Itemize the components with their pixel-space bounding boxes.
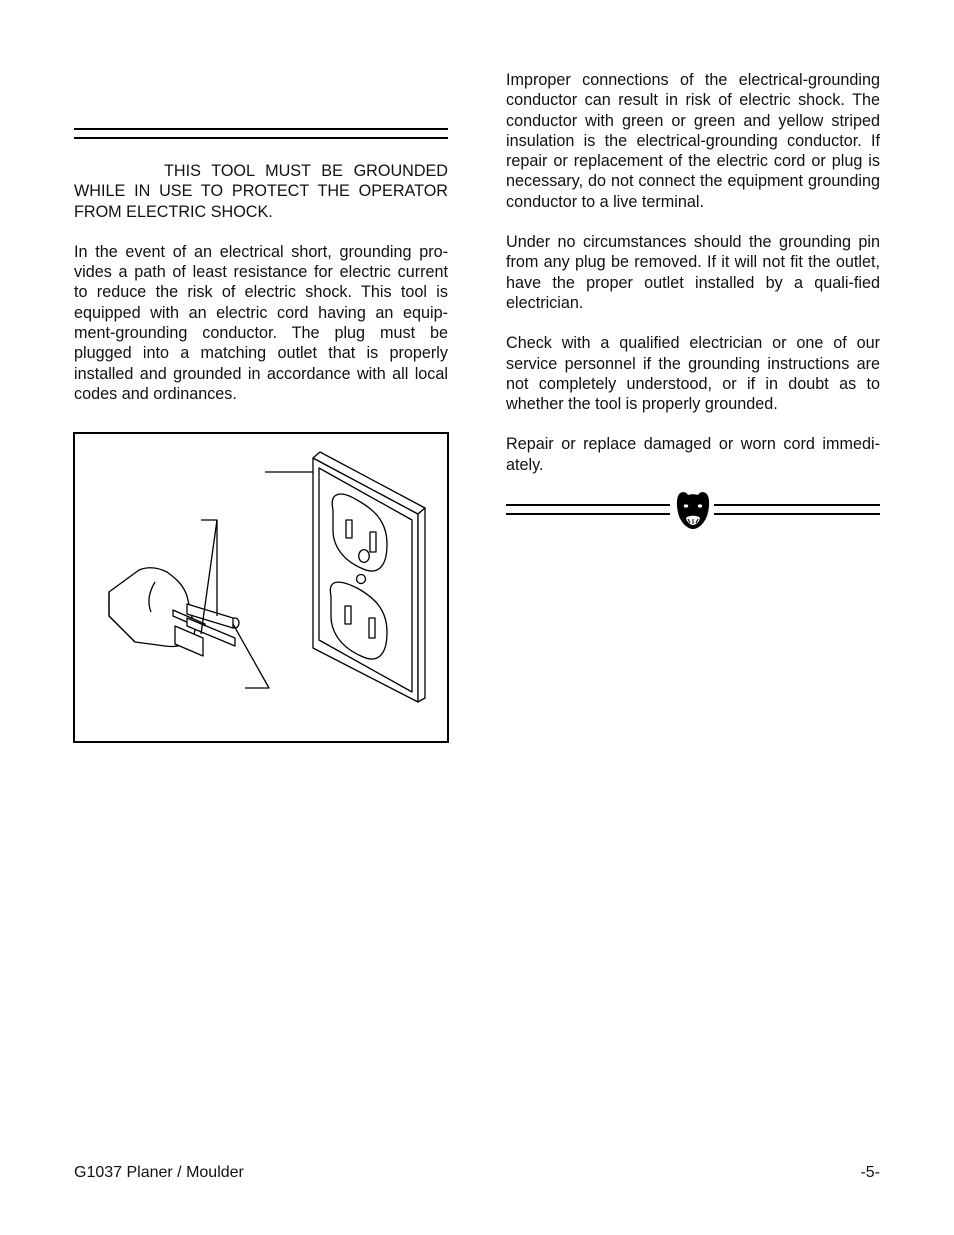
grounding-pin-paragraph: Under no circumstances should the grounding pin from any plug be removed. If it will not fit the outlet, have the proper outlet installed by a quali-fied electrician. xyxy=(506,233,880,312)
right-column xyxy=(506,70,880,475)
footer-model: G1037 Planer / Moulder xyxy=(74,1164,244,1181)
left-column xyxy=(74,128,448,404)
plug-outlet-figure xyxy=(73,432,449,743)
repair-cord-paragraph: Repair or replace damaged or worn cord immedi-ately. xyxy=(506,435,880,474)
qualified-electrician-paragraph: Check with a qualified electrician or one of our service personnel if the grounding instructions are not completely understood, or if in doubt as to whether the tool is properly grounded. xyxy=(506,334,880,414)
footer-page-number: -5- xyxy=(860,1164,880,1181)
bear-head-logo-icon xyxy=(674,490,712,530)
section-end-divider xyxy=(506,490,880,530)
divider-line-left xyxy=(506,504,670,515)
divider-line-right xyxy=(714,504,880,515)
section-header-rule xyxy=(74,128,448,139)
grounding-warning: THIS TOOL MUST BE GROUNDED WHILE IN USE TO PROTECT THE OPERATOR FROM ELECTRIC SHOCK. xyxy=(74,162,448,221)
grounding-explanation-paragraph: In the event of an electrical short, grounding pro-vides a path of least resistance for electric current to reduce the risk of electric shock. This tool is equipped with an electric cord having an equip-ment-grounding conductor. The plug must be plugged into a matching outlet that is properly installed and grounded in accordance with all local codes and ordinances. xyxy=(74,242,448,403)
grounded-plug-and-outlet-icon xyxy=(75,434,447,741)
improper-connection-paragraph: Improper connections of the electrical-grounding conductor can result in risk of electric shock. The conductor with green or green and yellow striped insulation is the electrical-grounding conductor. If repair or replacement of the electric cord or plug is necessary, do not connect the equipment grounding conductor to a live terminal. xyxy=(506,71,880,211)
